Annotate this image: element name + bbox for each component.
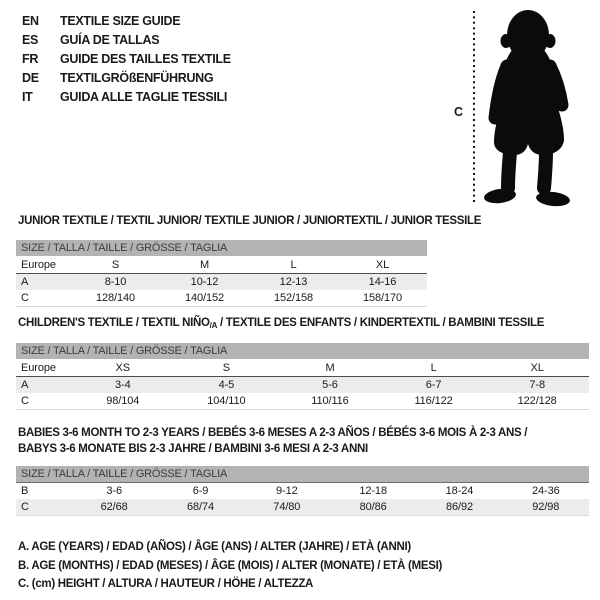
- table-row-a: [16, 377, 589, 393]
- footnote-c: C. (cm) HEIGHT / ALTURA / HAUTEUR / HÖHE / ALTEZZA: [18, 578, 314, 590]
- cell: 5-6: [322, 379, 338, 391]
- heading-subscript: /A: [209, 321, 218, 330]
- cell: 62/68: [100, 501, 128, 513]
- lang-row-it: [22, 87, 231, 106]
- cell: 140/152: [184, 292, 225, 304]
- size-col: S: [111, 258, 120, 271]
- table-row-c: [16, 290, 427, 306]
- babies-heading-line1: BABIES 3-6 MONTH TO 2-3 YEARS / BEBÉS 3-6 MESES A 2-3 AÑOS / BÉBÉS 3-6 MOIS À 2-3 ANS /: [18, 427, 528, 439]
- junior-size-table: [16, 240, 427, 307]
- cell: 92/98: [532, 501, 560, 513]
- size-col: XL: [530, 361, 544, 374]
- cell: 14-16: [368, 276, 397, 288]
- cell: 80/86: [359, 501, 387, 513]
- table-row-a: [16, 274, 427, 290]
- cell: 8-10: [104, 276, 127, 288]
- size-col: XS: [115, 361, 131, 374]
- babies-heading-line2: BABYS 3-6 MONATE BIS 2-3 JAHRE / BAMBINI 3-6 MESI A 2-3 ANNI: [18, 443, 368, 455]
- size-col: S: [222, 361, 231, 374]
- cell: 86/92: [445, 501, 473, 513]
- row-label: A: [21, 276, 29, 288]
- height-measure-label: C: [454, 105, 464, 119]
- lang-title: TEXTILGRÖßENFÜHRUNG: [60, 70, 214, 85]
- cell: 3-4: [114, 379, 131, 391]
- cell: 128/140: [95, 292, 136, 304]
- table-row-b: [16, 483, 589, 499]
- row-label: A: [21, 379, 29, 391]
- table-row-c: [16, 499, 589, 515]
- cell: 152/158: [273, 292, 314, 304]
- region-label: Europe: [21, 258, 56, 271]
- size-header-label: SIZE / TALLA / TAILLE / GRÖSSE / TAGLIA: [21, 468, 228, 480]
- size-col: M: [325, 361, 335, 374]
- junior-section-heading: JUNIOR TEXTILE / TEXTIL JUNIOR/ TEXTILE JUNIOR / JUNIORTEXTIL / JUNIOR TESSILE: [18, 215, 482, 227]
- children-section-heading: [18, 317, 544, 330]
- babies-section-heading: [18, 425, 527, 457]
- lang-code: ES: [22, 32, 39, 47]
- toddler-body: [483, 10, 570, 208]
- cell: 18-24: [445, 485, 474, 497]
- cell: 12-18: [359, 485, 387, 497]
- cell: 12-13: [279, 276, 308, 288]
- size-columns-row: [16, 256, 427, 274]
- lang-row-es: [22, 30, 231, 49]
- size-header-label: SIZE / TALLA / TAILLE / GRÖSSE / TAGLIA: [21, 345, 228, 357]
- cell: 4-5: [218, 379, 235, 391]
- lang-row-fr: [22, 49, 231, 68]
- cell: 74/80: [273, 501, 301, 513]
- size-col: L: [430, 361, 437, 374]
- heading-part: CHILDREN'S TEXTILE / TEXTIL NIÑO: [18, 317, 210, 329]
- lang-title: GUIDE DES TAILLES TEXTILE: [60, 51, 231, 66]
- cell: 9-12: [276, 485, 298, 497]
- lang-code: DE: [22, 70, 39, 85]
- lang-row-de: [22, 68, 231, 87]
- cell: 24-36: [531, 485, 560, 497]
- cell: 122/128: [517, 395, 557, 407]
- cell: 68/74: [186, 501, 214, 513]
- children-size-table: [16, 343, 589, 410]
- lang-title: GUÍA DE TALLAS: [60, 32, 160, 47]
- cell: 6-7: [425, 379, 442, 391]
- toddler-silhouette-icon: [448, 4, 600, 214]
- region-label: Europe: [21, 361, 56, 374]
- size-header-bar: [16, 343, 589, 359]
- table-row-c: [16, 393, 589, 409]
- size-col: L: [290, 258, 297, 271]
- size-header-label: SIZE / TALLA / TAILLE / GRÖSSE / TAGLIA: [21, 242, 228, 254]
- cell: 104/110: [207, 395, 246, 407]
- row-label: B: [21, 485, 29, 497]
- cell: 116/122: [414, 395, 453, 407]
- size-header-bar: [16, 466, 589, 483]
- cell: 6-9: [192, 485, 209, 497]
- footnote-b: B. AGE (MONTHS) / EDAD (MESES) / ÂGE (MOIS) / ALTER (MONATE) / ETÀ (MESI): [18, 559, 443, 572]
- toddler-figure: [448, 4, 600, 214]
- lang-code: FR: [22, 51, 39, 66]
- lang-code: EN: [22, 13, 39, 28]
- row-label: C: [21, 501, 29, 513]
- row-label: C: [21, 292, 29, 304]
- size-header-bar: [16, 240, 427, 256]
- size-col: M: [199, 258, 210, 271]
- heading-part: / TEXTILE DES ENFANTS / KINDERTEXTIL / BAMBINI TESSILE: [217, 317, 545, 329]
- cell: 98/104: [106, 395, 140, 407]
- cell: 158/170: [362, 292, 403, 304]
- language-title-block: [22, 11, 231, 106]
- row-label: C: [21, 395, 29, 407]
- lang-row-en: [22, 11, 231, 30]
- size-columns-row: [16, 359, 589, 377]
- lang-code: IT: [22, 89, 33, 104]
- footnotes-block: [18, 538, 442, 594]
- lang-title: TEXTILE SIZE GUIDE: [60, 13, 181, 28]
- cell: 110/116: [311, 395, 349, 407]
- footnote-a: A. AGE (YEARS) / EDAD (AÑOS) / ÂGE (ANS) / ALTER (JAHRE) / ETÀ (ANNI): [18, 541, 411, 553]
- babies-size-table: [16, 466, 589, 516]
- cell: 3-6: [106, 485, 122, 497]
- cell: 10-12: [190, 276, 219, 288]
- cell: 7-8: [529, 379, 545, 391]
- lang-title: GUIDA ALLE TAGLIE TESSILI: [60, 89, 228, 104]
- size-col: XL: [375, 258, 390, 271]
